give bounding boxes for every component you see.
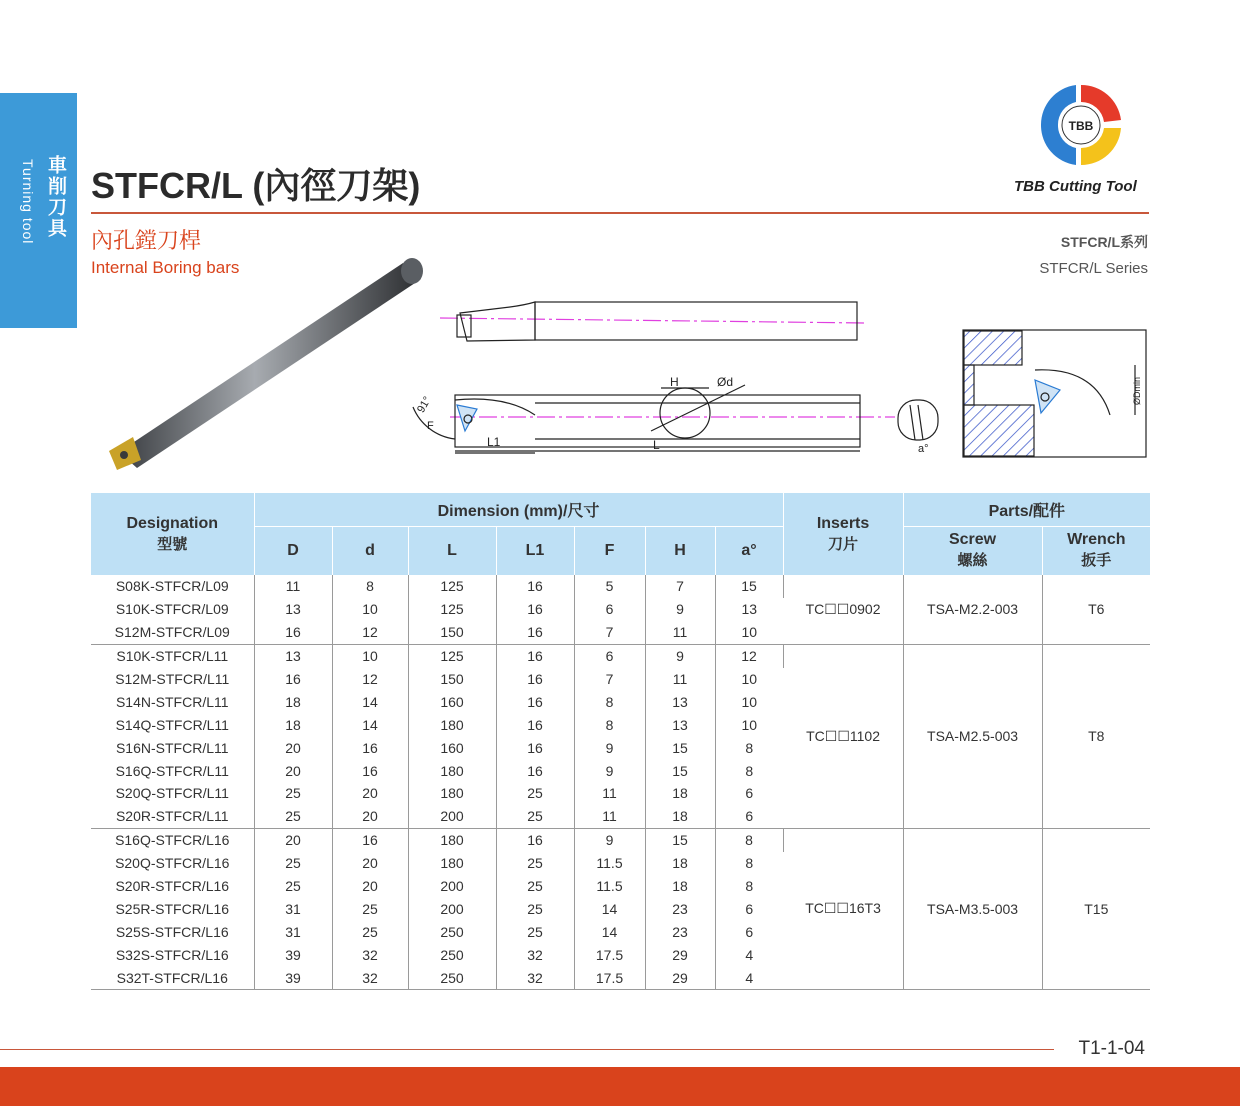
designation-cell: S16Q-STFCR/L11 (91, 759, 254, 782)
dimension-cell: 13 (645, 690, 715, 713)
dimension-cell: 17.5 (574, 966, 645, 989)
dimension-cell: 13 (254, 598, 332, 621)
dimension-cell: 180 (408, 828, 496, 851)
dimension-cell: 8 (574, 690, 645, 713)
dimension-cell: 9 (574, 759, 645, 782)
header-designation-zh: 型號 (157, 535, 188, 553)
designation-cell: S20Q-STFCR/L11 (91, 782, 254, 805)
header-wrench (1042, 526, 1150, 575)
header-screw-en: Screw (948, 531, 997, 549)
wrench-cell: T15 (1042, 828, 1150, 989)
dimension-cell: 16 (496, 668, 574, 691)
dimension-cell: 32 (332, 943, 408, 966)
designation-cell: S14Q-STFCR/L11 (91, 713, 254, 736)
dimension-cell: 16 (496, 598, 574, 621)
dimension-cell: 11.5 (574, 852, 645, 875)
dim-col-a: a° (715, 526, 783, 575)
dimension-cell: 25 (496, 782, 574, 805)
screw-cell: TSA-M3.5-003 (903, 828, 1042, 989)
dimension-cell: 18 (645, 782, 715, 805)
dimension-cell: 180 (408, 713, 496, 736)
dimension-cell: 180 (408, 782, 496, 805)
dimension-cell: 10 (741, 671, 758, 687)
dimension-cell: 10 (741, 693, 758, 710)
dimension-cell: 16 (496, 736, 574, 759)
dimension-cell: 23 (645, 920, 715, 943)
dimension-cell: 15 (645, 736, 715, 759)
dimension-cell: 6 (745, 923, 754, 940)
table-row (91, 644, 1150, 667)
header-screw (903, 526, 1042, 575)
header-parts: Parts/配件 (903, 493, 1150, 526)
dimension-cell: 5 (574, 575, 645, 598)
designation-cell: S20Q-STFCR/L16 (91, 852, 254, 875)
dim-col-L: L (408, 526, 496, 575)
dimension-cell: 25 (254, 875, 332, 898)
designation-cell: S20R-STFCR/L11 (91, 805, 254, 828)
series-en: STFCR/L Series (1039, 260, 1148, 277)
dimension-cell: 16 (496, 759, 574, 782)
dimension-cell: 4 (715, 966, 783, 989)
dim-col-L1: L1 (496, 526, 574, 575)
header-wrench-zh: 扳手 (1081, 552, 1112, 570)
dim-col-F: F (574, 526, 645, 575)
dimension-cell: 8 (745, 762, 754, 779)
dimension-cell: 180 (408, 852, 496, 875)
dimension-cell: 25 (254, 852, 332, 875)
dimension-cell: 7 (645, 575, 715, 598)
designation-cell: S32S-STFCR/L16 (91, 943, 254, 966)
dimension-cell: 150 (408, 621, 496, 644)
dimension-cell: 15 (645, 759, 715, 782)
footer-divider (0, 1049, 1054, 1050)
header-inserts-zh: 刀片 (828, 535, 859, 553)
dimension-cell: 250 (408, 920, 496, 943)
side-tab-en: Turning tool (20, 159, 36, 245)
dimension-cell: 15 (645, 828, 715, 851)
brand-name: TBB Cutting Tool (1014, 178, 1137, 195)
designation-cell: S25S-STFCR/L16 (91, 920, 254, 943)
dimension-cell: 25 (496, 897, 574, 920)
dimension-cell: 20 (332, 875, 408, 898)
dimension-cell: 11 (645, 668, 715, 691)
dimension-cell: 18 (645, 805, 715, 828)
dimension-cell: 16 (332, 736, 408, 759)
subtitle-en: Internal Boring bars (91, 258, 240, 277)
dimension-cell: 9 (645, 598, 715, 621)
boring-bar-photo (109, 258, 423, 470)
dim-col-D: D (254, 526, 332, 575)
dimension-cell: 160 (408, 690, 496, 713)
dimension-cell: 11 (574, 805, 645, 828)
dimension-cell: 15 (715, 575, 783, 598)
header-inserts (783, 493, 903, 575)
dimension-cell: 160 (408, 736, 496, 759)
dimension-cell: 20 (332, 805, 408, 828)
dimension-cell: 125 (408, 644, 496, 667)
wrench-cell: T8 (1042, 644, 1150, 828)
dimension-cell: 16 (496, 575, 574, 598)
header-dimension: Dimension (mm)/尺寸 (254, 493, 783, 526)
dimension-cell: 31 (254, 920, 332, 943)
dimension-cell: 6 (574, 598, 645, 621)
wrench-cell: T6 (1042, 575, 1150, 644)
dimension-cell: 16 (332, 759, 408, 782)
dimension-cell: 18 (645, 852, 715, 875)
dimension-cell: 4 (745, 946, 754, 963)
dimension-cell: 25 (254, 805, 332, 828)
dimension-cell: 150 (408, 668, 496, 691)
logo-text: TBB (1068, 119, 1094, 133)
dimension-cell: 32 (332, 966, 408, 989)
dimension-cell: 25 (496, 852, 574, 875)
dimension-cell: 25 (254, 782, 332, 805)
dimension-cell: 20 (254, 736, 332, 759)
label-F: F (427, 420, 434, 432)
dimension-cell: 6 (574, 644, 645, 667)
dimension-cell: 16 (496, 621, 574, 644)
dimension-cell: 11 (645, 621, 715, 644)
tbb-logo (1036, 80, 1126, 170)
dimension-cell: 11 (574, 782, 645, 805)
subtitle-zh: 內孔鏜刀桿 (91, 228, 202, 253)
dimension-cell: 32 (496, 966, 574, 989)
dimension-cell: 200 (408, 875, 496, 898)
footer-bar (0, 1067, 1240, 1106)
designation-cell: S20R-STFCR/L16 (91, 875, 254, 898)
designation-cell: S08K-STFCR/L09 (91, 575, 254, 598)
dimension-cell: 16 (496, 713, 574, 736)
dimension-cell: 200 (408, 897, 496, 920)
dimension-cell: 9 (574, 828, 645, 851)
dimension-cell: 11 (254, 575, 332, 598)
dimension-cell: 25 (496, 875, 574, 898)
dimension-cell: 31 (254, 897, 332, 920)
title-divider (91, 212, 1149, 214)
dimension-cell: 6 (745, 900, 754, 917)
dimension-cell: 10 (332, 598, 408, 621)
dimension-cell: 125 (408, 598, 496, 621)
page-title: STFCR/L (內徑刀架) (91, 165, 421, 206)
dimension-cell: 7 (574, 621, 645, 644)
dimension-cell: 200 (408, 805, 496, 828)
designation-cell: S10K-STFCR/L11 (91, 644, 254, 667)
dimension-cell: 10 (715, 621, 783, 644)
dimension-cell: 8 (745, 739, 754, 756)
dimension-cell: 11.5 (574, 875, 645, 898)
insert-cell: TC☐☐0902 (783, 575, 903, 644)
dim-col-d: d (332, 526, 408, 575)
specification-table (91, 493, 1150, 990)
insert-cell: TC☐☐16T3 (783, 828, 903, 989)
dimension-cell: 25 (496, 805, 574, 828)
table-row (91, 828, 1150, 851)
dimension-cell: 16 (254, 621, 332, 644)
designation-cell: S16N-STFCR/L11 (91, 736, 254, 759)
label-H: H (670, 375, 679, 389)
dimension-cell: 9 (645, 644, 715, 667)
dimension-cell: 18 (254, 690, 332, 713)
dimension-cell: 16 (496, 828, 574, 851)
dimension-cell: 14 (332, 713, 408, 736)
dimension-cell: 12 (332, 621, 408, 644)
dimension-cell: 39 (254, 943, 332, 966)
table-row (91, 575, 1150, 598)
dimension-cell: 29 (645, 966, 715, 989)
dimension-cell: 20 (254, 828, 332, 851)
designation-cell: S12M-STFCR/L11 (91, 668, 254, 691)
dimension-cell: 10 (332, 644, 408, 667)
label-dmin: ØDmin (1132, 376, 1142, 405)
section-view-drawing (963, 330, 1146, 457)
screw-cell: TSA-M2.5-003 (903, 644, 1042, 828)
dimension-cell: 125 (408, 575, 496, 598)
header-screw-zh: 螺絲 (957, 552, 988, 570)
designation-cell: S32T-STFCR/L16 (91, 966, 254, 989)
dimension-cell: 16 (254, 668, 332, 691)
designation-cell: S10K-STFCR/L09 (91, 598, 254, 621)
label-d: Ød (717, 375, 734, 389)
dimension-cell: 8 (745, 855, 754, 872)
dimension-cell: 6 (715, 805, 783, 828)
dimension-cell: 13 (741, 601, 758, 618)
dimension-cell: 10 (741, 716, 758, 733)
dimension-cell: 20 (332, 782, 408, 805)
header-inserts-en: Inserts (816, 514, 870, 532)
series-zh: STFCR/L系列 (1060, 234, 1148, 250)
screw-cell: TSA-M2.2-003 (903, 575, 1042, 644)
dimension-cell: 8 (332, 575, 408, 598)
dimension-cell: 25 (332, 920, 408, 943)
dimension-cell: 13 (645, 713, 715, 736)
dimension-cell: 20 (332, 852, 408, 875)
dimension-cell: 8 (745, 878, 754, 895)
dimension-cell: 25 (496, 920, 574, 943)
label-L1: L1 (487, 435, 501, 449)
technical-drawings (95, 255, 1155, 485)
dimension-cell: 7 (574, 668, 645, 691)
dimension-cell: 14 (574, 920, 645, 943)
dimension-cell: 14 (332, 690, 408, 713)
label-a: a° (918, 443, 929, 455)
dimension-cell: 18 (645, 875, 715, 898)
designation-cell: S14N-STFCR/L11 (91, 690, 254, 713)
header-designation (91, 493, 254, 575)
dimension-cell: 18 (254, 713, 332, 736)
dimension-cell: 8 (574, 713, 645, 736)
designation-cell: S12M-STFCR/L09 (91, 621, 254, 644)
dimension-cell: 6 (745, 785, 754, 802)
dimension-cell: 29 (645, 943, 715, 966)
dimension-cell: 8 (715, 828, 783, 851)
dimension-cell: 9 (574, 736, 645, 759)
dim-col-H: H (645, 526, 715, 575)
header-designation-en: Designation (126, 514, 219, 532)
designation-cell: S16Q-STFCR/L16 (91, 828, 254, 851)
dimension-cell: 20 (254, 759, 332, 782)
dimension-cell: 13 (254, 644, 332, 667)
dimension-cell: 25 (332, 897, 408, 920)
label-angle: 91° (415, 394, 434, 416)
header-wrench-en: Wrench (1067, 531, 1126, 549)
dimension-cell: 250 (408, 943, 496, 966)
dimension-cell: 16 (332, 828, 408, 851)
dimension-cell: 17.5 (574, 943, 645, 966)
insert-cell: TC☐☐1102 (783, 644, 903, 828)
dimension-cell: 250 (408, 966, 496, 989)
designation-cell: S25R-STFCR/L16 (91, 897, 254, 920)
dimension-cell: 23 (645, 897, 715, 920)
side-view-drawing (440, 302, 865, 341)
side-tab-zh: 車削刀具 (45, 155, 66, 239)
dimension-cell: 180 (408, 759, 496, 782)
dimension-cell: 16 (496, 644, 574, 667)
dimension-cell: 12 (715, 644, 783, 667)
dimension-cell: 12 (332, 668, 408, 691)
side-category-tab (0, 93, 77, 328)
dimension-cell: 39 (254, 966, 332, 989)
dimension-cell: 32 (496, 943, 574, 966)
dimension-cell: 14 (574, 897, 645, 920)
dimension-cell: 16 (496, 690, 574, 713)
label-L: L (653, 438, 660, 452)
page-number: T1-1-04 (1078, 1038, 1145, 1059)
specification-rows (91, 575, 1150, 990)
